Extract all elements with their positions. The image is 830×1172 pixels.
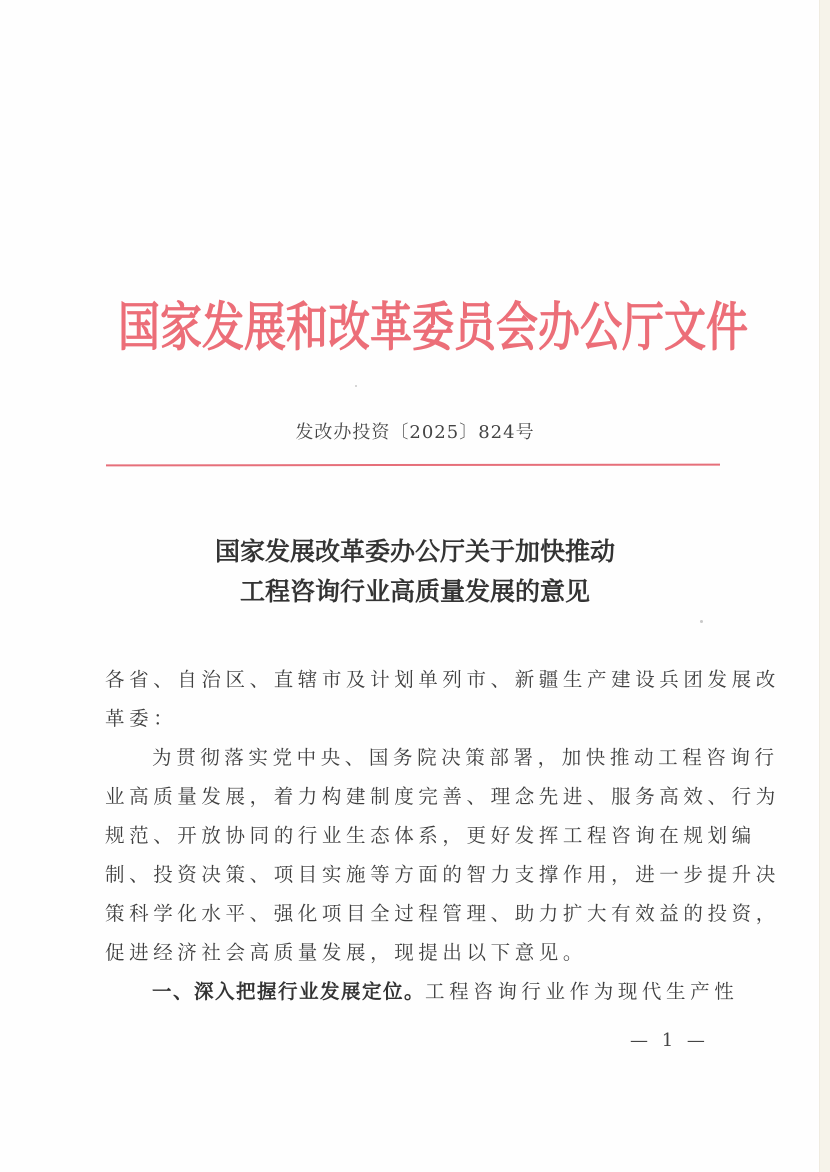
title-line-1: 国家发展改革委办公厅关于加快推动: [214, 537, 615, 566]
masthead-title: 国家发展和改革委员会办公厅文件: [118, 296, 749, 358]
section-one-text: 工程咨询行业作为现代生产性: [425, 980, 739, 1003]
section-one: [105, 972, 739, 1011]
document-body: [105, 660, 780, 1011]
addressee: [105, 660, 780, 738]
intro-line-3: 规范、开放协同的行业生态体系，更好发挥工程咨询在规划编: [105, 824, 756, 847]
scan-speck: [355, 385, 357, 387]
title-line-2: 工程咨询行业高质量发展的意见: [239, 577, 590, 606]
intro-line-4: 制、投资决策、项目实施等方面的智力支撑作用，进一步提升决: [105, 863, 780, 886]
intro-line-2: 业高质量发展，着力构建制度完善、理念先进、服务高效、行为: [105, 785, 780, 808]
red-divider-line: [106, 464, 720, 467]
addressee-line-1: 各省、自治区、直辖市及计划单列市、新疆生产建设兵团发展改: [105, 668, 780, 691]
document-title: [100, 532, 730, 612]
scan-edge: [819, 0, 830, 1172]
intro-line-1: 为贯彻落实党中央、国务院决策部署，加快推动工程咨询行: [152, 746, 779, 769]
intro-paragraph: [105, 738, 780, 972]
scan-speck: [700, 620, 703, 623]
intro-line-6: 促进经济社会高质量发展，现提出以下意见。: [105, 941, 588, 964]
page-number: — 1 —: [630, 1030, 709, 1051]
section-one-heading: 一、深入把握行业发展定位。: [152, 980, 426, 1003]
addressee-line-2: 革委：: [105, 707, 178, 730]
document-number: 发改办投资〔2025〕824号: [295, 422, 535, 443]
intro-line-5: 策科学化水平、强化项目全过程管理、助力扩大有效益的投资，: [105, 902, 780, 925]
